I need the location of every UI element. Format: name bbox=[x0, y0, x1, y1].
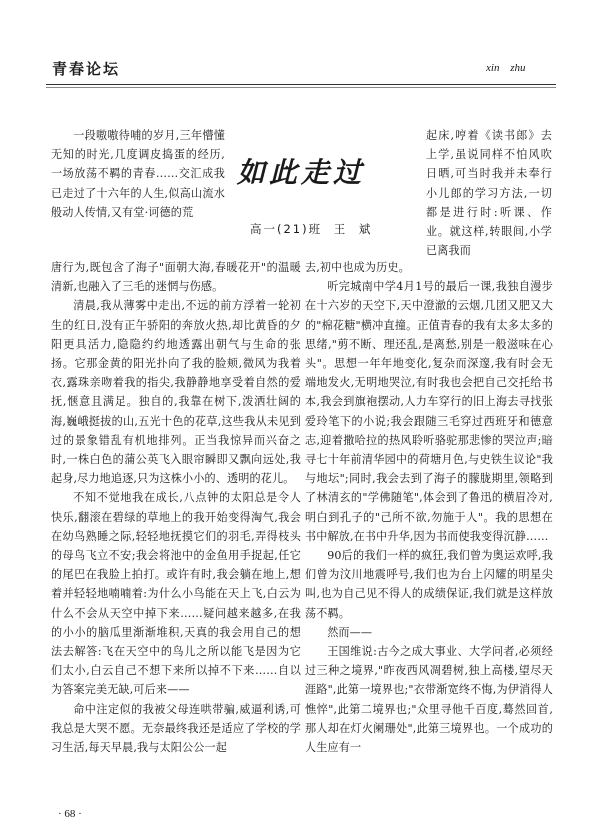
right-top-paragraph: 起床,哼着《读书郎》去上学,虽说同样不怕风吹日晒,可当时我并未奉行小儿郎的学习方法,一切都是进行时:听课、作业。就这样,转眼间,小学已离我而 bbox=[426, 129, 552, 258]
body-paragraph-2: 不知不觉地我在成长,八点钟的太阳总是令人快乐,翻滚在碧绿的草地上的我开始变得淘气,我会在幼鸟熟睡之际,轻轻地抚摸它们的羽毛,弄得枝头的母鸟飞立不安;我会将池中的金鱼用手捉起,任它的尾巴在我脸上拍打。或许有时,我会躺在地上,想着并轻轻地喃喃着:为什么小鸟能在天上飞,白云为什么不会从天空中掉下来……疑问越来越多,在我的小小的脑瓜里渐渐堆积,天真的我会用自己的想法去解答:飞在天空中的鸟儿之所以能飞是因为它们太小,白云自己不想下来所以掉不下来……自以为答案完美无缺,可后来—— bbox=[51, 491, 301, 697]
right-top-block bbox=[426, 126, 552, 260]
right-paragraph-4: 王国维说:古今之成大事业、大学问者,必须经过三种之境界,"昨夜西风凋碧树,独上高楼,望尽天涯路",此第一境界也;"衣带渐宽终不悔,为伊消得人憔悴",此第二境界也;"众里寻他千百度,蓦然回首,那人却在灯火阑珊处",此第三境界也。一个成功的人生应有一 bbox=[305, 645, 553, 755]
body-paragraph-3: 命中注定似的我被父母连哄带骗,威逼利诱,可我总是大哭不愿。无奈最终我还是适应了学校的学习生活,每天早晨,我与太阳公公一起 bbox=[51, 702, 301, 755]
right-paragraph-3: 然而—— bbox=[327, 625, 373, 639]
right-column bbox=[305, 258, 553, 757]
article-title: 如此走过 bbox=[237, 156, 366, 189]
header-rule-thin bbox=[46, 87, 556, 88]
left-intro-block bbox=[51, 126, 225, 222]
section-header-pinyin: xin zhu bbox=[486, 62, 526, 74]
right-paragraph-2: 90后的我们一样的疯狂,我们曾为奥运欢呼,我们曾为汶川地震呼号,我们也为台上闪耀的明星尖叫,也为自己见不得人的成绩保证,我们就是这样放荡不羁。 bbox=[305, 549, 553, 620]
right-paragraph-1: 听完城南中学4月1号的最后一课,我独自漫步在十六岁的天空下,天中澄澈的云烟,几团又肥又大的"棉花糖"横冲直撞。正值青春的我有太多太多的思绪,"剪不断、理还乱,是离愁,别是一般滋味在心头"。思想一年年地变化,复杂而深邃,我有时会无端地发火,无明地哭泣,有时我也会把自己交托给书本,我会到旗袍摆动,人力车穿行的旧上海去寻找张爱玲笔下的小说;我会跟随三毛穿过西班牙和德意志,迎着撒哈拉的热风聆听骆驼那悲惨的哭泣声;暗寻七十年前清华园中的荷塘月色,与史铁生议论"我与地坛";同时,我会去到了海子的朦胧期里,领略到了林清玄的"学佛随笔",体会到了鲁迅的横眉冷对,明白到孔子的"己所不欲,勿施于人"。我的思想在书中解放,在书中升华,因为书而使我变得沉静…… bbox=[305, 280, 553, 543]
body-paragraph-1: 清晨,我从薄雾中走出,不远的前方浮着一轮初生的红日,没有正午骄阳的奔放火热,却比黄昏的夕阳更具活力,隐隐约约地透露出朝气与生命的张扬。它那金黄的阳光扑向了我的脸颊,微风为我着衣,露珠亲吻着我的指尖,我静静地享受着自然的爱抚,惬意且满足。独自的,我靠在树下,泼洒壮阔的海,巍峨挺拔的山,五光十色的花草,这些我从未见到过的景象错乱有机地排列。正当我惊异而兴奋之时,一株白色的蒲公英飞入眼帘瞬即又飘向远处,我起身,尽力地追逐,只为这株小小的、透明的花儿。 bbox=[51, 299, 301, 486]
right-top-tail: 去,初中也成为历史。 bbox=[305, 261, 410, 274]
page-number: · 68 · bbox=[58, 808, 82, 820]
header-rule-thick bbox=[46, 84, 556, 85]
section-header: 青春论坛 bbox=[52, 60, 121, 78]
article-byline: 高一(21)班 王 斌 bbox=[250, 222, 373, 236]
intro-paragraph: 一段嗷嗷待哺的岁月,三年懵懂无知的时光,几度调皮捣蛋的经历,一场放荡不羁的青春……交汇成我已走过了十六年的人生,似高山流水般动人传情,又有堂·诃德的荒 bbox=[51, 129, 225, 219]
left-column bbox=[51, 258, 301, 757]
intro-paragraph-tail: 唐行为,既包含了海子"面朝大海,春暖花开"的温暖清新,也融入了三毛的迷惘与伤感。 bbox=[51, 261, 301, 294]
